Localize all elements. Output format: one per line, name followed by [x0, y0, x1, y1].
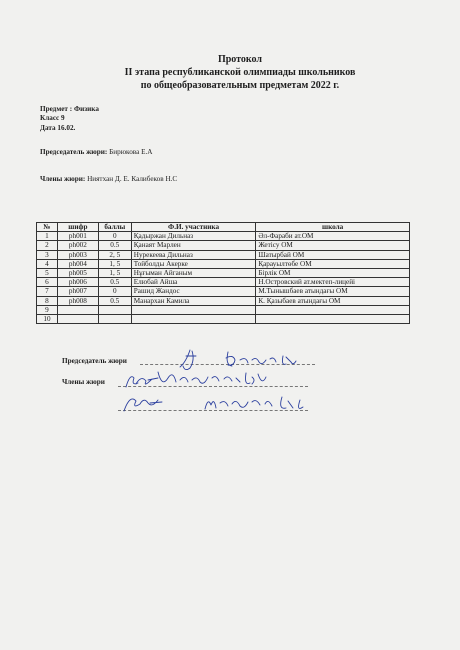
participant-score: 2, 5: [98, 250, 131, 259]
participant-score: 1, 5: [98, 259, 131, 268]
participant-school: Қарауылтөбе ОМ: [256, 259, 410, 268]
participant-code: ph007: [57, 287, 98, 296]
row-number: 8: [37, 296, 58, 305]
members-line: Члены жюри: Ниятхан Д. Е. Калибеков Н.С: [40, 175, 178, 183]
subject-line: Предмет : Физика: [40, 105, 99, 113]
row-number: 4: [37, 259, 58, 268]
member2-handwritten-name: [205, 397, 303, 409]
protocol-subtitle-1: II этапа республиканской олимпиады школьников: [124, 67, 356, 78]
subject-value: Физика: [73, 105, 99, 113]
chair-value: Бирюкова Е.А: [109, 148, 153, 156]
row-number: 10: [37, 314, 58, 323]
class-line: Класс 9: [40, 114, 65, 122]
header-participant: Ф.И. участника: [131, 223, 256, 232]
participant-school: Шатырбай ОМ: [256, 250, 410, 259]
row-number: 7: [37, 287, 58, 296]
row-number: 6: [37, 278, 58, 287]
participant-score: 1, 5: [98, 268, 131, 277]
participant-name: Тойболды Акерке: [131, 259, 256, 268]
header-score: баллы: [98, 223, 131, 232]
header-number: №: [37, 223, 58, 232]
participant-score: 0.5: [98, 241, 131, 250]
participant-score: 0: [98, 287, 131, 296]
chair-line: Председатель жюри: Бирюкова Е.А: [40, 148, 153, 156]
participant-school: Жетісу ОМ: [256, 241, 410, 250]
participant-code: ph001: [57, 232, 98, 241]
participant-score: 0.5: [98, 278, 131, 287]
participant-name: Нурекеева Дильназ: [131, 250, 256, 259]
participant-code: ph008: [57, 296, 98, 305]
participant-code: ph002: [57, 241, 98, 250]
member2-signature-scribble: [124, 399, 162, 411]
class-value: 9: [61, 114, 65, 122]
chair-signature-label: Председатель жюри: [62, 357, 127, 365]
protocol-subtitle-2: по общеобразовательным предметам 2022 г.: [140, 80, 340, 91]
participant-school: М.Тынышбаев атындағы ОМ: [256, 287, 410, 296]
participant-name: Қанаят Марлен: [131, 241, 256, 250]
date-value: 16.02.: [57, 124, 76, 132]
row-number: 9: [37, 305, 58, 314]
row-number: 3: [37, 250, 58, 259]
participant-name: Манархан Камила: [131, 296, 256, 305]
participant-code: ph005: [57, 268, 98, 277]
protocol-title: Протокол: [217, 54, 263, 65]
header-school: школа: [256, 223, 410, 232]
header-code: шифр: [57, 223, 98, 232]
row-number: 5: [37, 268, 58, 277]
chair-handwritten-name: [226, 352, 296, 366]
participant-name: Қадыржан Дильназ: [131, 232, 256, 241]
member1-handwritten-name: [158, 372, 266, 384]
member1-signature-scribble: [126, 377, 158, 387]
participant-code: ph003: [57, 250, 98, 259]
participant-score: 0.5: [98, 296, 131, 305]
members-value: Ниятхан Д. Е. Калибеков Н.С: [87, 175, 178, 183]
participant-code: ph004: [57, 259, 98, 268]
participant-school: Н.Островский ат.мектеп-лицейі: [256, 278, 410, 287]
participant-name: Рашид Жандос: [131, 287, 256, 296]
participant-code: ph006: [57, 278, 98, 287]
participant-school: Әл-Фараби ат.ОМ: [256, 232, 410, 241]
members-signature-label: Члены жюри: [62, 378, 105, 386]
participant-school: Бірлік ОМ: [256, 268, 410, 277]
participant-score: 0: [98, 232, 131, 241]
date-line: Дата 16.02.: [40, 124, 76, 132]
row-number: 2: [37, 241, 58, 250]
participant-name: Елюбай Айша: [131, 278, 256, 287]
participant-school: К. Қазыбаев атындағы ОМ: [256, 296, 410, 305]
participant-name: Нұғыман Айганым: [131, 268, 256, 277]
row-number: 1: [37, 232, 58, 241]
chair-signature-scribble: [180, 350, 196, 370]
